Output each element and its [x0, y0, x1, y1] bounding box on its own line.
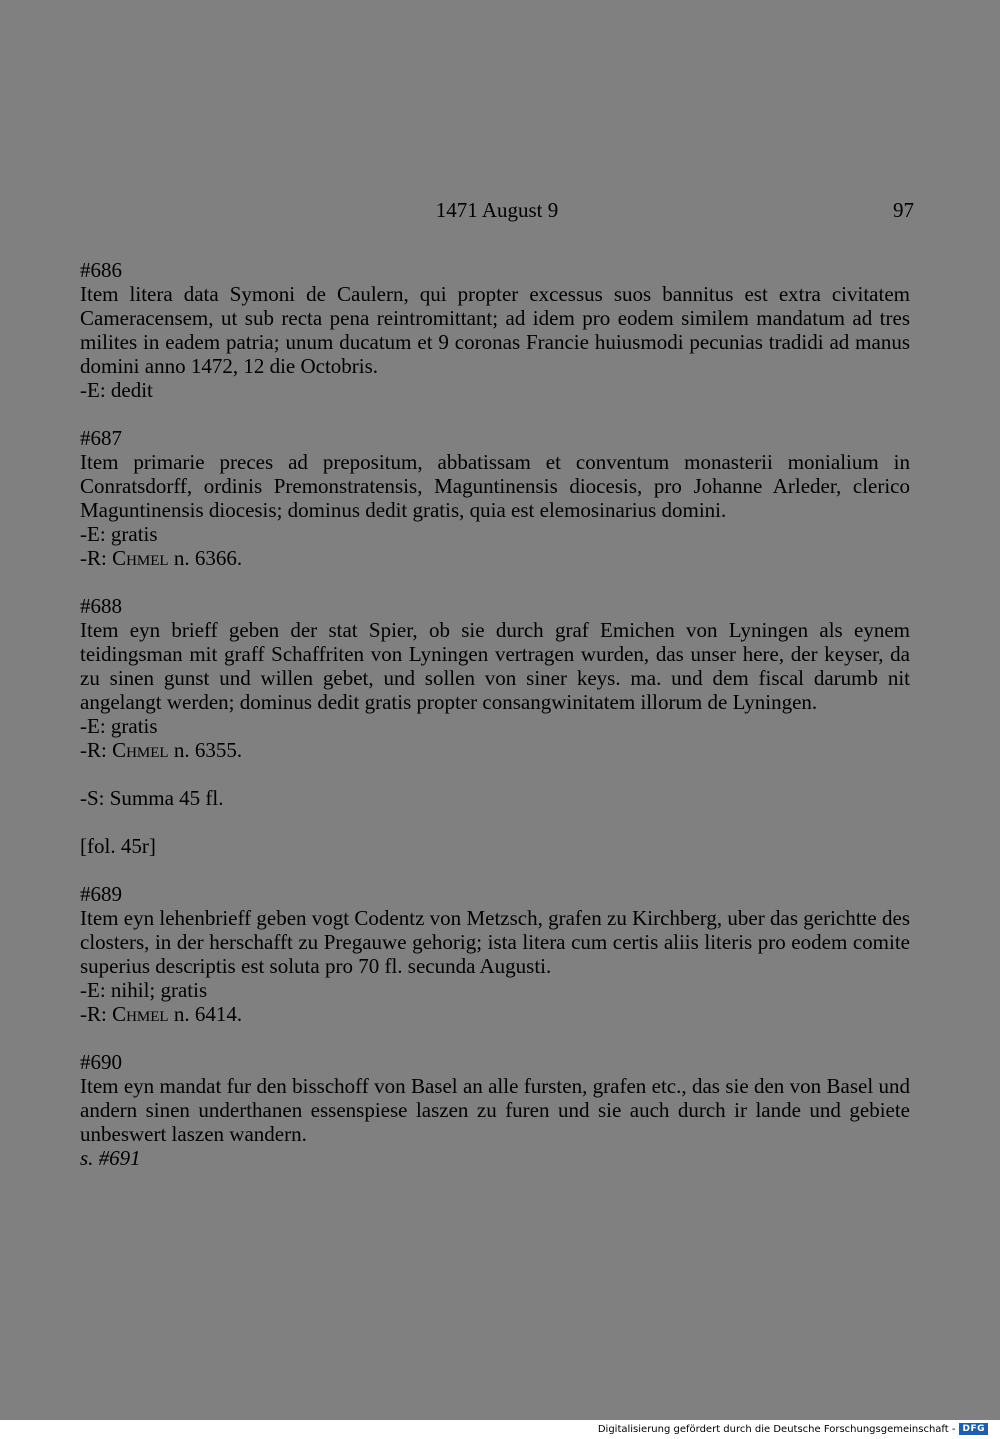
entry-e-note: -E: gratis — [80, 522, 158, 546]
page-body — [80, 258, 910, 1194]
entry-number: #686 — [80, 258, 122, 282]
entry-690 — [80, 1050, 910, 1170]
entry-686 — [80, 258, 910, 402]
see-reference-link[interactable]: s. #691 — [80, 1146, 141, 1170]
entry-text: Item eyn brieff geben der stat Spier, ob sie durch graf Emichen von Lyningen als eynem teidingsman mit graff Schaffriten von Lyningen vertragen wurden, das unser here, der keyser, da zu sinen gunst und willen gebet, und sollen von siner keys. ma. und dem fiscal darumb nit angelangt werden; dominus dedit gratis propter consangwinitatem illorum de Lyningen. — [80, 618, 910, 714]
entry-number: #688 — [80, 594, 122, 618]
r-suffix: n. 6366. — [168, 546, 243, 570]
entry-e-note: -E: nihil; gratis — [80, 978, 208, 1002]
running-title: 1471 August 9 — [435, 198, 559, 222]
entry-e-note: -E: gratis — [80, 714, 158, 738]
entry-r-note — [80, 738, 910, 762]
r-suffix: n. 6414. — [168, 1002, 243, 1026]
r-prefix: -R: — [80, 1002, 113, 1026]
entry-text: Item eyn mandat fur den bisschoff von Basel an alle fursten, grafen etc., das sie den von Basel und andern sinen underthanen essenspiese laszen zu furen und sie auch durch ir lande und gebiete unbeswert laszen wandern. — [80, 1074, 910, 1146]
funding-text: Digitalisierung gefördert durch die Deutsche Forschungsgemeinschaft - — [597, 1423, 956, 1435]
entry-text: Item primarie preces ad prepositum, abbatissam et conventum monasterii monialium in Conratsdorff, ordinis Premonstratensis, Maguntinensis diocesis, pro Johanne Arleder, clerico Maguntinensis diocesis; dominus dedit gratis, quia est elemosinarius domini. — [80, 450, 910, 522]
summa-line: -S: Summa 45 fl. — [80, 786, 224, 810]
entry-687 — [80, 426, 910, 570]
entry-e-note: -E: dedit — [80, 378, 153, 402]
r-reference-name: Chmel — [112, 1002, 169, 1026]
folio-marker: [fol. 45r] — [80, 834, 156, 858]
r-suffix: n. 6355. — [168, 738, 243, 762]
r-prefix: -R: — [80, 546, 113, 570]
entry-r-note — [80, 546, 910, 570]
dfg-logo-icon[interactable]: DFG — [959, 1423, 988, 1435]
page-number: 97 — [893, 198, 914, 222]
entry-number: #690 — [80, 1050, 122, 1074]
entry-r-note — [80, 1002, 910, 1026]
page-header — [80, 198, 914, 228]
r-prefix: -R: — [80, 738, 113, 762]
entry-text: Item eyn lehenbrieff geben vogt Codentz von Metzsch, grafen zu Kirchberg, uber das gerichtte des closters, in der herschafft zu Pregauwe gehorig; ista litera cum certis aliis literis pro eodem comite superius descriptis est soluta pro 70 fl. secunda Augusti. — [80, 906, 910, 978]
r-reference-name: Chmel — [112, 546, 169, 570]
entry-688 — [80, 594, 910, 762]
entry-689 — [80, 882, 910, 1026]
r-reference-name: Chmel — [112, 738, 169, 762]
entry-number: #689 — [80, 882, 122, 906]
entry-text: Item litera data Symoni de Caulern, qui propter excessus suos bannitus est extra civitatem Cameracensem, ut sub recta pena reintromittant; ad idem pro eodem similem mandatum ad tres milites in eadem patria; unum ducatum et 9 coronas Francie huiusmodi pecunias tradidi ad manus domini anno 1472, 12 die Octobris. — [80, 282, 910, 378]
entry-number: #687 — [80, 426, 122, 450]
funding-footer — [598, 1422, 988, 1436]
